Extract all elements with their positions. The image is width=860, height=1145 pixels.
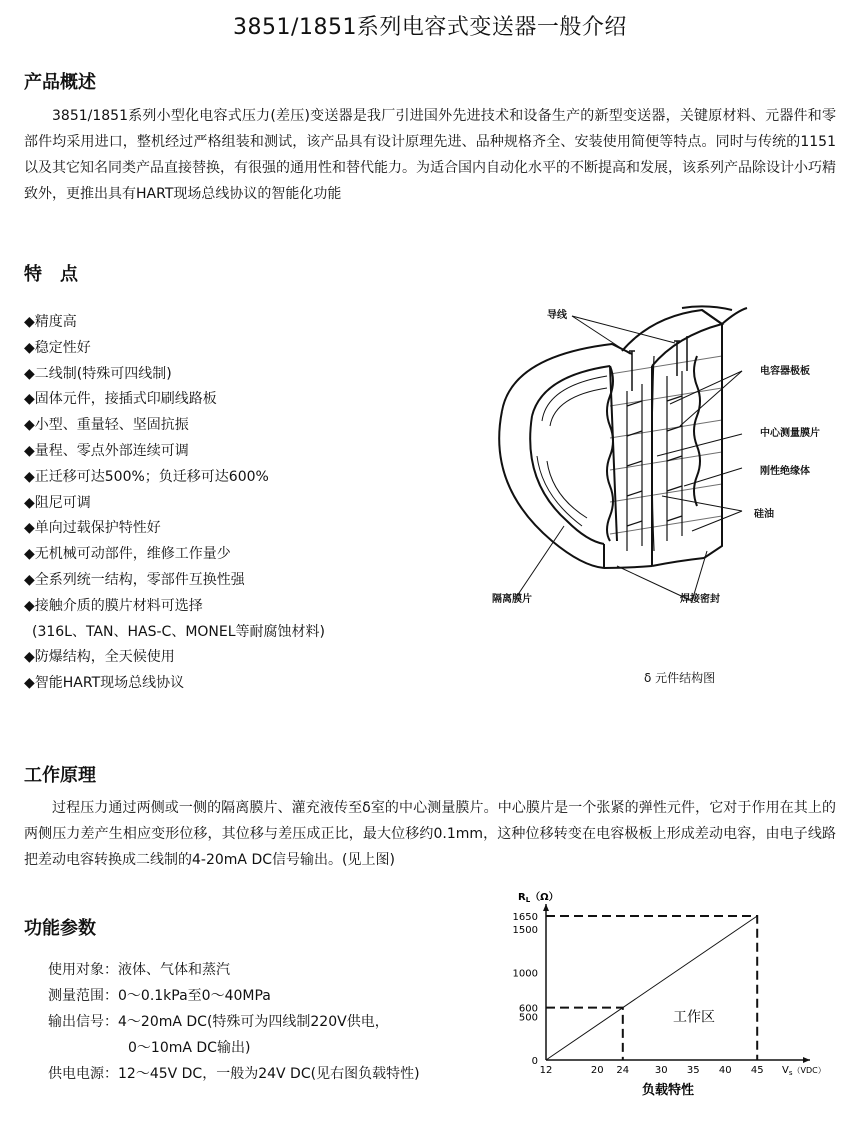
feature-item: ◆固体元件，接插式印刷线路板	[24, 391, 217, 408]
overview-heading: 产品概述	[24, 72, 96, 93]
x-axis-arrow	[803, 1057, 810, 1063]
working-region-label: 工作区	[673, 1009, 715, 1026]
x-tick-label: 24	[616, 1065, 630, 1076]
label-capacitor-plate: 电容器极板	[760, 366, 810, 377]
label-center-diaphragm: 中心测量膜片	[760, 428, 820, 439]
principle-heading: 工作原理	[24, 765, 96, 786]
feature-item: ◆二线制(特殊可四线制)	[24, 365, 172, 382]
load-line	[546, 916, 757, 1060]
param-row: 测量范围：0～0.1kPa至0～40MPa	[48, 988, 271, 1004]
feature-item: ◆阻尼可调	[24, 494, 91, 511]
label-rigid-insulator: 刚性绝缘体	[760, 466, 810, 477]
feature-item: ◆防爆结构，全天候使用	[24, 649, 175, 666]
chart-title: 负载特性	[641, 1083, 695, 1098]
x-tick-label: 12	[539, 1065, 553, 1076]
x-axis-label-unit: （VDC）	[792, 1066, 826, 1075]
principle-text: 过程压力通过两侧或一侧的隔离膜片、灌充液传至δ室的中心测量膜片。中心膜片是一个张紧的弹性元件，它对于作用在其上的两侧压力差产生相应变形位移，其位移与差压成正比，最大位移约0.1mm，这种位移转变在电容极板上形成差动电容，由电子线路把差动电容转换成二线制的4-20mA DC信号输出。(见上图)	[24, 800, 836, 868]
param-row: 0～10mA DC输出)	[128, 1040, 251, 1056]
y-tick-label: 1000	[512, 968, 538, 980]
param-row: 输出信号：4～20mA DC(特殊可为四线制220V供电，	[48, 1014, 389, 1030]
features-list	[24, 310, 494, 697]
delta-cell-structure-diagram	[492, 296, 842, 606]
y-axis-label-unit: （Ω）	[530, 892, 559, 903]
feature-item: ◆量程、零点外部连续可调	[24, 442, 189, 459]
y-axis-arrow	[543, 904, 549, 911]
overview-text: 3851/1851系列小型化电容式压力(差压)变送器是我厂引进国外先进技术和设备生产的新型变送器，关键原材料、元器件和零部件均采用进口，整机经过严格组装和测试，该产品具有设计原理先进、品种规格齐全、安装使用简便等特点。同时与传统的1151以及其它知名同类产品直接替换，有很强的通用性和替代能力。为适合国内自动化水平的不断提高和发展，该系列产品除设计小巧精致外，更推出具有HART现场总线协议的智能化功能	[24, 108, 836, 202]
param-row: 使用对象：液体、气体和蒸汽	[48, 962, 230, 978]
x-tick-label: 30	[654, 1065, 668, 1076]
feature-item: ◆接触介质的膜片材料可选择	[24, 597, 203, 614]
y-tick-label: 600	[518, 1003, 538, 1015]
x-axis-label-main: V	[782, 1065, 789, 1076]
y-tick-label: 0	[531, 1056, 538, 1067]
label-wire: 导线	[547, 310, 567, 321]
params-list	[48, 957, 420, 1087]
x-axis-label	[782, 1065, 826, 1077]
features-heading: 特 点	[24, 264, 78, 285]
x-tick-label: 45	[750, 1065, 764, 1076]
y-tick-label: 500	[518, 1012, 538, 1024]
y-axis-label-main: R	[518, 892, 526, 903]
label-silicone-oil: 硅油	[754, 509, 774, 520]
y-tick-label: 1500	[512, 925, 538, 937]
label-weld-seal: 焊接密封	[680, 594, 720, 605]
feature-item: ◆正迁移可达500%；负迁移可达600%	[24, 468, 269, 485]
load-characteristic-chart	[500, 886, 830, 1098]
page-title: 3851/1851系列电容式变送器一般介绍	[233, 15, 627, 40]
feature-item: ◆全系列统一结构，零部件互换性强	[24, 571, 245, 588]
principle-paragraph	[24, 795, 836, 873]
y-axis-label	[518, 890, 559, 904]
param-row: 供电电源：12～45V DC，一般为24V DC(见右图负载特性)	[48, 1066, 420, 1082]
diagram-caption: δ 元件结构图	[644, 671, 716, 685]
feature-item: ◆精度高	[24, 314, 77, 330]
x-tick-label: 40	[718, 1065, 732, 1076]
x-tick-label: 20	[590, 1065, 604, 1076]
feature-item: ◆单向过载保护特性好	[24, 520, 161, 537]
x-tick-label: 35	[686, 1065, 700, 1076]
feature-item: ◆智能HART现场总线协议	[24, 675, 185, 692]
feature-item: (316L、TAN、HAS-C、MONEL等耐腐蚀材料)	[32, 623, 325, 640]
feature-item: ◆稳定性好	[24, 339, 91, 356]
y-axis-label-sub: L	[525, 896, 531, 904]
y-tick-label: 1650	[512, 912, 538, 923]
params-heading: 功能参数	[24, 918, 96, 939]
label-isolation-diaphragm: 隔离膜片	[492, 594, 532, 605]
feature-item: ◆无机械可动部件，维修工作量少	[24, 546, 231, 563]
feature-item: ◆小型、重量轻、坚固抗振	[24, 417, 189, 434]
overview-paragraph	[24, 103, 836, 207]
x-axis-label-sub: s	[788, 1069, 793, 1077]
